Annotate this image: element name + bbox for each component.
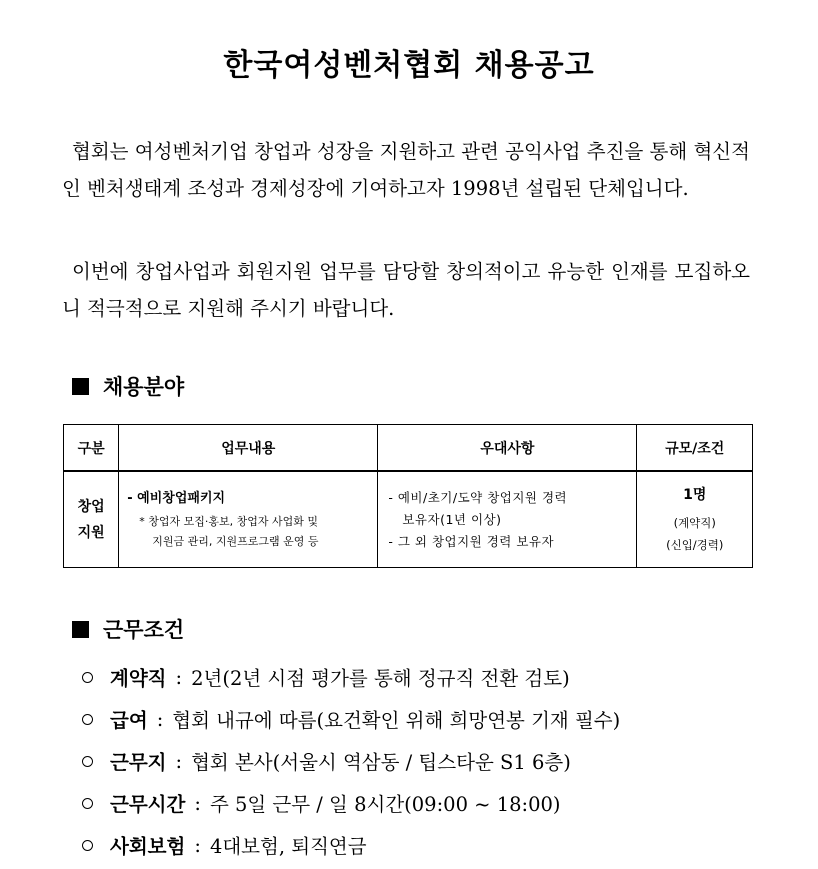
condition-text: 2년(2년 시점 평가를 통해 정규직 전환 검토) <box>191 667 570 690</box>
section-heading-fields <box>72 371 184 401</box>
condition-label: 계약직 <box>110 667 167 690</box>
preference-1-line-2: 보유자(1년 이상) <box>402 511 502 527</box>
page-title: 한국여성벤처협회 채용공고 <box>223 48 595 83</box>
condition-label: 근무시간 <box>110 793 186 816</box>
work-conditions-list <box>82 656 620 866</box>
circle-bullet-icon <box>82 756 93 767</box>
table-header-row <box>64 425 753 472</box>
list-item <box>82 740 620 782</box>
header-size-conditions: 규모/조건 <box>637 425 753 472</box>
duty-sub-line-1: * 창업자 모집·홍보, 창업자 사업화 및 <box>139 515 318 528</box>
cell-category <box>64 471 119 568</box>
intro-paragraph-2: 이번에 창업사업과 회원지원 업무를 담당할 창의적이고 유능한 인재를 모집하오니 적극적으로 지원해 주시기 바랍니다. <box>62 260 750 320</box>
circle-bullet-icon <box>82 798 93 809</box>
colon-separator: : <box>194 833 201 857</box>
colon-separator: : <box>194 791 201 815</box>
circle-bullet-icon <box>82 714 93 725</box>
duty-main: - 예비창업패키지 <box>127 491 226 506</box>
recruitment-fields-table <box>63 424 753 568</box>
colon-separator: : <box>175 749 183 773</box>
section-heading-conditions-label: 근무조건 <box>103 618 185 642</box>
preference-1-line-1: - 예비/초기/도약 창업지원 경력 <box>388 489 568 505</box>
square-bullet-icon <box>72 378 89 395</box>
cell-duties <box>119 471 378 568</box>
colon-separator: : <box>156 707 164 731</box>
list-item <box>82 698 620 740</box>
headcount: 1명 <box>683 486 707 503</box>
colon-separator: : <box>175 665 183 689</box>
experience-level: (신입/경력) <box>666 537 724 552</box>
condition-text: 협회 본사(서울시 역삼동 / 팁스타운 S1 6층) <box>191 751 571 774</box>
category-line-1: 창업 <box>77 498 105 515</box>
section-heading-conditions <box>72 614 184 644</box>
duty-sub-line-2: 지원금 관리, 지원프로그램 운영 등 <box>152 535 319 548</box>
header-duties: 업무내용 <box>119 425 378 472</box>
list-item <box>82 824 620 866</box>
cell-preferences <box>378 471 637 568</box>
condition-label: 급여 <box>110 709 148 732</box>
intro-paragraph-1: 협회는 여성벤처기업 창업과 성장을 지원하고 관련 공익사업 추진을 통해 혁신적인 벤처생태계 조성과 경제성장에 기여하고자 1998년 설립된 단체입니다. <box>62 140 750 200</box>
duty-sub <box>139 512 377 552</box>
condition-text: 4대보험, 퇴직연금 <box>209 835 367 858</box>
list-item <box>82 656 620 698</box>
table-row <box>64 471 753 568</box>
header-preferences: 우대사항 <box>378 425 637 472</box>
preference-1 <box>388 487 636 531</box>
list-item <box>82 782 620 824</box>
condition-text: 협회 내규에 따름(요건확인 위해 희망연봉 기재 필수) <box>172 709 621 732</box>
section-heading-fields-label: 채용분야 <box>103 375 185 399</box>
square-bullet-icon <box>72 621 89 638</box>
header-category: 구분 <box>64 425 119 472</box>
category-line-2: 지원 <box>77 524 105 541</box>
preference-2: - 그 외 창업지원 경력 보유자 <box>388 533 555 549</box>
circle-bullet-icon <box>82 840 93 851</box>
condition-label: 근무지 <box>110 751 167 774</box>
condition-label: 사회보험 <box>110 835 186 858</box>
circle-bullet-icon <box>82 672 93 683</box>
condition-text: 주 5일 근무 / 일 8시간(09:00 ~ 18:00) <box>209 793 561 816</box>
cell-size-conditions <box>637 471 753 568</box>
employment-type: (계약직) <box>673 515 716 530</box>
